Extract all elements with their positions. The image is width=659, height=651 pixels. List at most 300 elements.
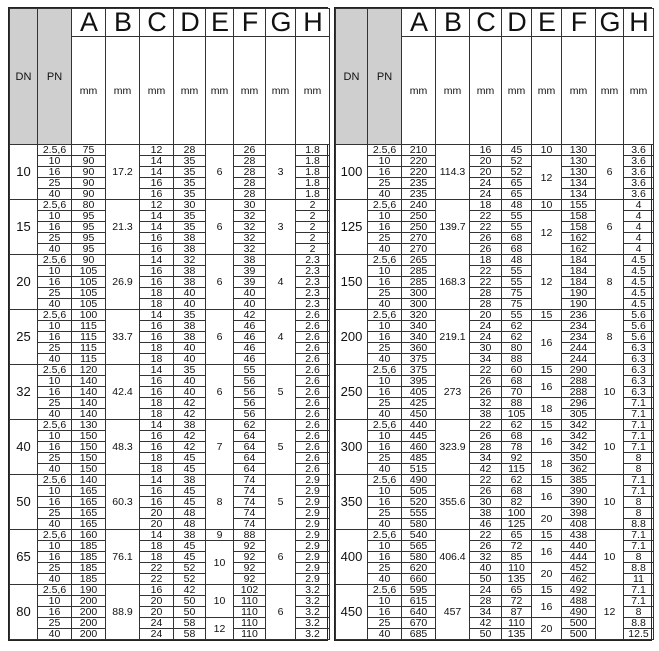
a-value: 150 [72, 442, 106, 453]
a-value: 395 [402, 376, 436, 387]
h-value: 7.1 [624, 431, 654, 442]
h-value: 2.6 [296, 332, 330, 343]
h-value: 2.9 [296, 497, 330, 508]
dn-value: 300 [336, 420, 368, 475]
h-value: 7.1 [624, 475, 654, 486]
a-value: 220 [402, 156, 436, 167]
dn-value: 250 [336, 365, 368, 420]
pn-value: 40 [368, 354, 402, 365]
pn-value: 2.5,6 [368, 365, 402, 376]
pn-value: 16 [368, 387, 402, 398]
pn-value: 40 [368, 299, 402, 310]
a-value: 300 [402, 288, 436, 299]
c-value: 26 [470, 244, 502, 255]
c-value: 16 [140, 497, 174, 508]
f-value: 28 [234, 189, 266, 200]
d-value: 52 [174, 563, 206, 574]
h-value: 3.2 [296, 596, 330, 607]
f-value: 305 [562, 409, 596, 420]
h-value: 2.6 [296, 343, 330, 354]
b-value: 42.4 [106, 365, 140, 420]
dn-value: 80 [10, 585, 38, 640]
e-value: 15 [532, 365, 562, 376]
a-value: 595 [402, 585, 436, 596]
c-value: 26 [470, 387, 502, 398]
pn-value: 10 [38, 541, 72, 552]
f-value: 74 [234, 497, 266, 508]
f-value: 74 [234, 508, 266, 519]
e-value: 18 [532, 398, 562, 420]
pn-value: 2.5,6 [368, 530, 402, 541]
f-value: 46 [234, 354, 266, 365]
f-value: 234 [562, 332, 596, 343]
pn-value: 16 [368, 607, 402, 618]
a-value: 300 [402, 299, 436, 310]
pn-value: 25 [368, 233, 402, 244]
h-value: 2 [296, 222, 330, 233]
header-unit: mm [106, 37, 140, 145]
d-value: 65 [502, 189, 532, 200]
f-value: 110 [234, 618, 266, 629]
c-value: 26 [470, 541, 502, 552]
pn-value: 40 [38, 244, 72, 255]
c-value: 20 [140, 596, 174, 607]
pn-value: 2.5,6 [38, 365, 72, 376]
dn-value: 125 [336, 200, 368, 255]
pn-value: 10 [368, 211, 402, 222]
a-value: 250 [402, 222, 436, 233]
pn-value: 25 [38, 453, 72, 464]
pn-value: 40 [38, 519, 72, 530]
g-value: 6 [596, 145, 624, 200]
a-value: 185 [72, 563, 106, 574]
e-value: 20 [532, 618, 562, 640]
a-value: 540 [402, 530, 436, 541]
h-value: 7.1 [624, 420, 654, 431]
f-value: 92 [234, 563, 266, 574]
f-value: 244 [562, 343, 596, 354]
c-value: 38 [470, 508, 502, 519]
f-value: 390 [562, 486, 596, 497]
f-value: 39 [234, 277, 266, 288]
d-value: 68 [502, 486, 532, 497]
d-value: 30 [174, 200, 206, 211]
g-value: 12 [596, 585, 624, 640]
f-value: 190 [562, 288, 596, 299]
a-value: 565 [402, 541, 436, 552]
pn-value: 25 [38, 343, 72, 354]
a-value: 340 [402, 321, 436, 332]
g-value: 8 [596, 310, 624, 365]
pn-value: 16 [38, 332, 72, 343]
a-value: 105 [72, 288, 106, 299]
d-value: 38 [174, 475, 206, 486]
a-value: 670 [402, 618, 436, 629]
d-value: 125 [502, 519, 532, 530]
a-value: 165 [72, 497, 106, 508]
d-value: 50 [174, 596, 206, 607]
e-value: 12 [206, 618, 234, 640]
d-value: 38 [174, 530, 206, 541]
c-value: 16 [140, 233, 174, 244]
d-value: 45 [174, 464, 206, 475]
a-value: 140 [72, 387, 106, 398]
d-value: 38 [174, 266, 206, 277]
h-value: 2 [296, 244, 330, 255]
f-value: 492 [562, 585, 596, 596]
g-value: 5 [266, 365, 296, 420]
a-value: 580 [402, 519, 436, 530]
e-value: 6 [206, 145, 234, 200]
h-value: 2.6 [296, 376, 330, 387]
table-row [336, 145, 654, 156]
pn-value: 40 [38, 574, 72, 585]
h-value: 7.1 [624, 530, 654, 541]
a-value: 555 [402, 508, 436, 519]
h-value: 4.5 [624, 266, 654, 277]
d-value: 35 [174, 365, 206, 376]
a-value: 240 [402, 200, 436, 211]
pn-value: 10 [368, 156, 402, 167]
h-value: 3.6 [624, 167, 654, 178]
f-value: 440 [562, 541, 596, 552]
f-value: 438 [562, 530, 596, 541]
pn-value: 2.5,6 [38, 530, 72, 541]
c-value: 20 [470, 156, 502, 167]
d-value: 58 [174, 629, 206, 640]
table-row [10, 145, 330, 156]
pn-value: 40 [368, 574, 402, 585]
pn-value: 40 [38, 189, 72, 200]
h-value: 4.5 [624, 255, 654, 266]
e-value: 12 [532, 156, 562, 200]
pn-value: 16 [38, 552, 72, 563]
c-value: 40 [470, 563, 502, 574]
d-value: 70 [502, 387, 532, 398]
pn-value: 16 [38, 497, 72, 508]
h-value: 3.6 [624, 178, 654, 189]
e-value: 16 [532, 541, 562, 563]
f-value: 362 [562, 464, 596, 475]
d-value: 135 [502, 574, 532, 585]
h-value: 3.2 [296, 607, 330, 618]
h-value: 4 [624, 244, 654, 255]
c-value: 30 [470, 343, 502, 354]
f-value: 134 [562, 178, 596, 189]
d-value: 38 [174, 277, 206, 288]
a-value: 90 [72, 189, 106, 200]
e-value: 20 [532, 508, 562, 530]
d-value: 40 [174, 299, 206, 310]
d-value: 45 [174, 453, 206, 464]
d-value: 110 [502, 618, 532, 629]
c-value: 22 [470, 222, 502, 233]
b-value: 21.3 [106, 200, 140, 255]
c-value: 22 [470, 365, 502, 376]
table-row [10, 585, 330, 596]
h-value: 2.9 [296, 541, 330, 552]
pn-value: 16 [38, 222, 72, 233]
h-value: 11 [624, 574, 654, 585]
a-value: 190 [72, 585, 106, 596]
d-value: 35 [174, 167, 206, 178]
d-value: 38 [174, 332, 206, 343]
b-value: 273 [436, 365, 470, 420]
d-value: 65 [502, 178, 532, 189]
a-value: 120 [72, 365, 106, 376]
a-value: 445 [402, 431, 436, 442]
pn-value: 2.5,6 [38, 585, 72, 596]
a-value: 75 [72, 145, 106, 156]
e-value: 20 [532, 563, 562, 585]
c-value: 46 [470, 519, 502, 530]
header-letter-e: E [532, 9, 562, 37]
f-value: 288 [562, 387, 596, 398]
header-unit: mm [624, 37, 654, 145]
c-value: 18 [140, 453, 174, 464]
b-value: 139.7 [436, 200, 470, 255]
c-value: 22 [470, 475, 502, 486]
d-value: 40 [174, 387, 206, 398]
e-value: 15 [532, 310, 562, 321]
dn-value: 65 [10, 530, 38, 585]
d-value: 100 [502, 508, 532, 519]
pn-value: 16 [38, 167, 72, 178]
c-value: 22 [140, 574, 174, 585]
f-value: 158 [562, 211, 596, 222]
c-value: 18 [140, 299, 174, 310]
c-value: 18 [140, 552, 174, 563]
d-value: 72 [502, 541, 532, 552]
f-value: 92 [234, 574, 266, 585]
c-value: 26 [470, 233, 502, 244]
header-letter-f: F [562, 9, 596, 37]
f-value: 92 [234, 552, 266, 563]
d-value: 55 [502, 310, 532, 321]
b-value: 168.3 [436, 255, 470, 310]
c-value: 16 [140, 585, 174, 596]
c-value: 14 [140, 211, 174, 222]
h-value: 7.1 [624, 486, 654, 497]
c-value: 18 [140, 343, 174, 354]
b-value: 17.2 [106, 145, 140, 200]
dn-value: 25 [10, 310, 38, 365]
h-value: 2 [296, 211, 330, 222]
pn-value: 2.5,6 [38, 145, 72, 156]
c-value: 30 [470, 497, 502, 508]
c-value: 16 [140, 387, 174, 398]
e-value: 10 [532, 145, 562, 156]
pn-value: 2.5,6 [38, 475, 72, 486]
g-value: 6 [266, 530, 296, 585]
pn-value: 25 [38, 178, 72, 189]
pn-value: 10 [38, 596, 72, 607]
h-value: 7.1 [624, 585, 654, 596]
a-value: 270 [402, 244, 436, 255]
a-value: 105 [72, 299, 106, 310]
f-value: 500 [562, 629, 596, 640]
pn-value: 2.5,6 [38, 200, 72, 211]
h-value: 5.6 [624, 321, 654, 332]
a-value: 265 [402, 255, 436, 266]
d-value: 105 [502, 409, 532, 420]
a-value: 375 [402, 354, 436, 365]
e-value: 6 [206, 255, 234, 310]
f-value: 444 [562, 552, 596, 563]
pn-value: 16 [38, 277, 72, 288]
f-value: 92 [234, 541, 266, 552]
f-value: 452 [562, 563, 596, 574]
a-value: 115 [72, 354, 106, 365]
d-value: 42 [174, 442, 206, 453]
d-value: 65 [502, 585, 532, 596]
h-value: 12.5 [624, 629, 654, 640]
pn-value: 25 [368, 453, 402, 464]
a-value: 165 [72, 486, 106, 497]
f-value: 28 [234, 167, 266, 178]
header-letter-row [10, 9, 330, 37]
table-row [336, 310, 654, 321]
a-value: 685 [402, 629, 436, 640]
header-unit: mm [140, 37, 174, 145]
h-value: 2.6 [296, 365, 330, 376]
pn-value: 10 [368, 431, 402, 442]
b-value: 355.6 [436, 475, 470, 530]
pn-value: 40 [368, 629, 402, 640]
e-value: 12 [532, 211, 562, 255]
a-value: 235 [402, 178, 436, 189]
g-value: 4 [266, 310, 296, 365]
g-value: 3 [266, 145, 296, 200]
pn-value: 2.5,6 [368, 200, 402, 211]
dn-value: 350 [336, 475, 368, 530]
d-value: 78 [502, 442, 532, 453]
d-value: 42 [174, 431, 206, 442]
g-value: 3 [266, 200, 296, 255]
h-value: 2.6 [296, 398, 330, 409]
d-value: 58 [174, 618, 206, 629]
f-value: 350 [562, 453, 596, 464]
header-unit: mm [436, 37, 470, 145]
c-value: 14 [140, 222, 174, 233]
f-value: 46 [234, 321, 266, 332]
g-value: 6 [596, 200, 624, 255]
c-value: 28 [470, 596, 502, 607]
pn-value: 40 [38, 354, 72, 365]
dn-value: 200 [336, 310, 368, 365]
table-row [10, 475, 330, 486]
h-value: 4.5 [624, 277, 654, 288]
pn-value: 10 [368, 486, 402, 497]
dn-value: 150 [336, 255, 368, 310]
b-value: 26.9 [106, 255, 140, 310]
c-value: 14 [140, 475, 174, 486]
d-value: 55 [502, 222, 532, 233]
a-value: 200 [72, 618, 106, 629]
a-value: 115 [72, 343, 106, 354]
f-value: 62 [234, 420, 266, 431]
pn-value: 10 [368, 541, 402, 552]
d-value: 48 [502, 255, 532, 266]
d-value: 40 [174, 343, 206, 354]
f-value: 46 [234, 343, 266, 354]
table-row [10, 310, 330, 321]
a-value: 90 [72, 255, 106, 266]
c-value: 34 [470, 607, 502, 618]
a-value: 485 [402, 453, 436, 464]
d-value: 88 [502, 354, 532, 365]
h-value: 1.8 [296, 178, 330, 189]
e-value: 6 [206, 365, 234, 420]
dn-value: 400 [336, 530, 368, 585]
d-value: 62 [502, 475, 532, 486]
f-value: 288 [562, 376, 596, 387]
d-value: 35 [174, 310, 206, 321]
f-value: 74 [234, 475, 266, 486]
pn-value: 25 [368, 398, 402, 409]
f-value: 130 [562, 145, 596, 156]
f-value: 184 [562, 266, 596, 277]
h-value: 7.1 [624, 398, 654, 409]
c-value: 18 [140, 464, 174, 475]
a-value: 200 [72, 629, 106, 640]
h-value: 4 [624, 200, 654, 211]
d-value: 60 [502, 365, 532, 376]
h-value: 2.6 [296, 354, 330, 365]
d-value: 80 [502, 343, 532, 354]
pn-value: 40 [368, 519, 402, 530]
b-value: 33.7 [106, 310, 140, 365]
a-value: 115 [72, 321, 106, 332]
d-value: 35 [174, 211, 206, 222]
h-value: 2.9 [296, 552, 330, 563]
h-value: 2.9 [296, 519, 330, 530]
h-value: 8 [624, 464, 654, 475]
header-letter-c: C [140, 9, 174, 37]
d-value: 75 [502, 299, 532, 310]
h-value: 2.9 [296, 563, 330, 574]
h-value: 2.3 [296, 299, 330, 310]
c-value: 16 [140, 178, 174, 189]
f-value: 236 [562, 310, 596, 321]
header-unit: mm [206, 37, 234, 145]
header-letter-b: B [436, 9, 470, 37]
h-value: 3.6 [624, 189, 654, 200]
pn-value: 10 [38, 486, 72, 497]
pn-value: 16 [368, 552, 402, 563]
d-value: 62 [502, 420, 532, 431]
c-value: 18 [470, 255, 502, 266]
pn-value: 40 [368, 409, 402, 420]
header-pn: PN [38, 9, 72, 145]
h-value: 1.8 [296, 167, 330, 178]
c-value: 24 [470, 321, 502, 332]
c-value: 18 [140, 541, 174, 552]
a-value: 100 [72, 310, 106, 321]
pn-value: 10 [368, 376, 402, 387]
d-value: 28 [174, 145, 206, 156]
a-value: 285 [402, 277, 436, 288]
c-value: 22 [140, 563, 174, 574]
f-value: 162 [562, 233, 596, 244]
c-value: 24 [140, 629, 174, 640]
c-value: 32 [470, 398, 502, 409]
h-value: 8.8 [624, 519, 654, 530]
d-value: 52 [174, 574, 206, 585]
header-letter-h: H [624, 9, 654, 37]
d-value: 85 [502, 552, 532, 563]
pn-value: 2.5,6 [368, 475, 402, 486]
